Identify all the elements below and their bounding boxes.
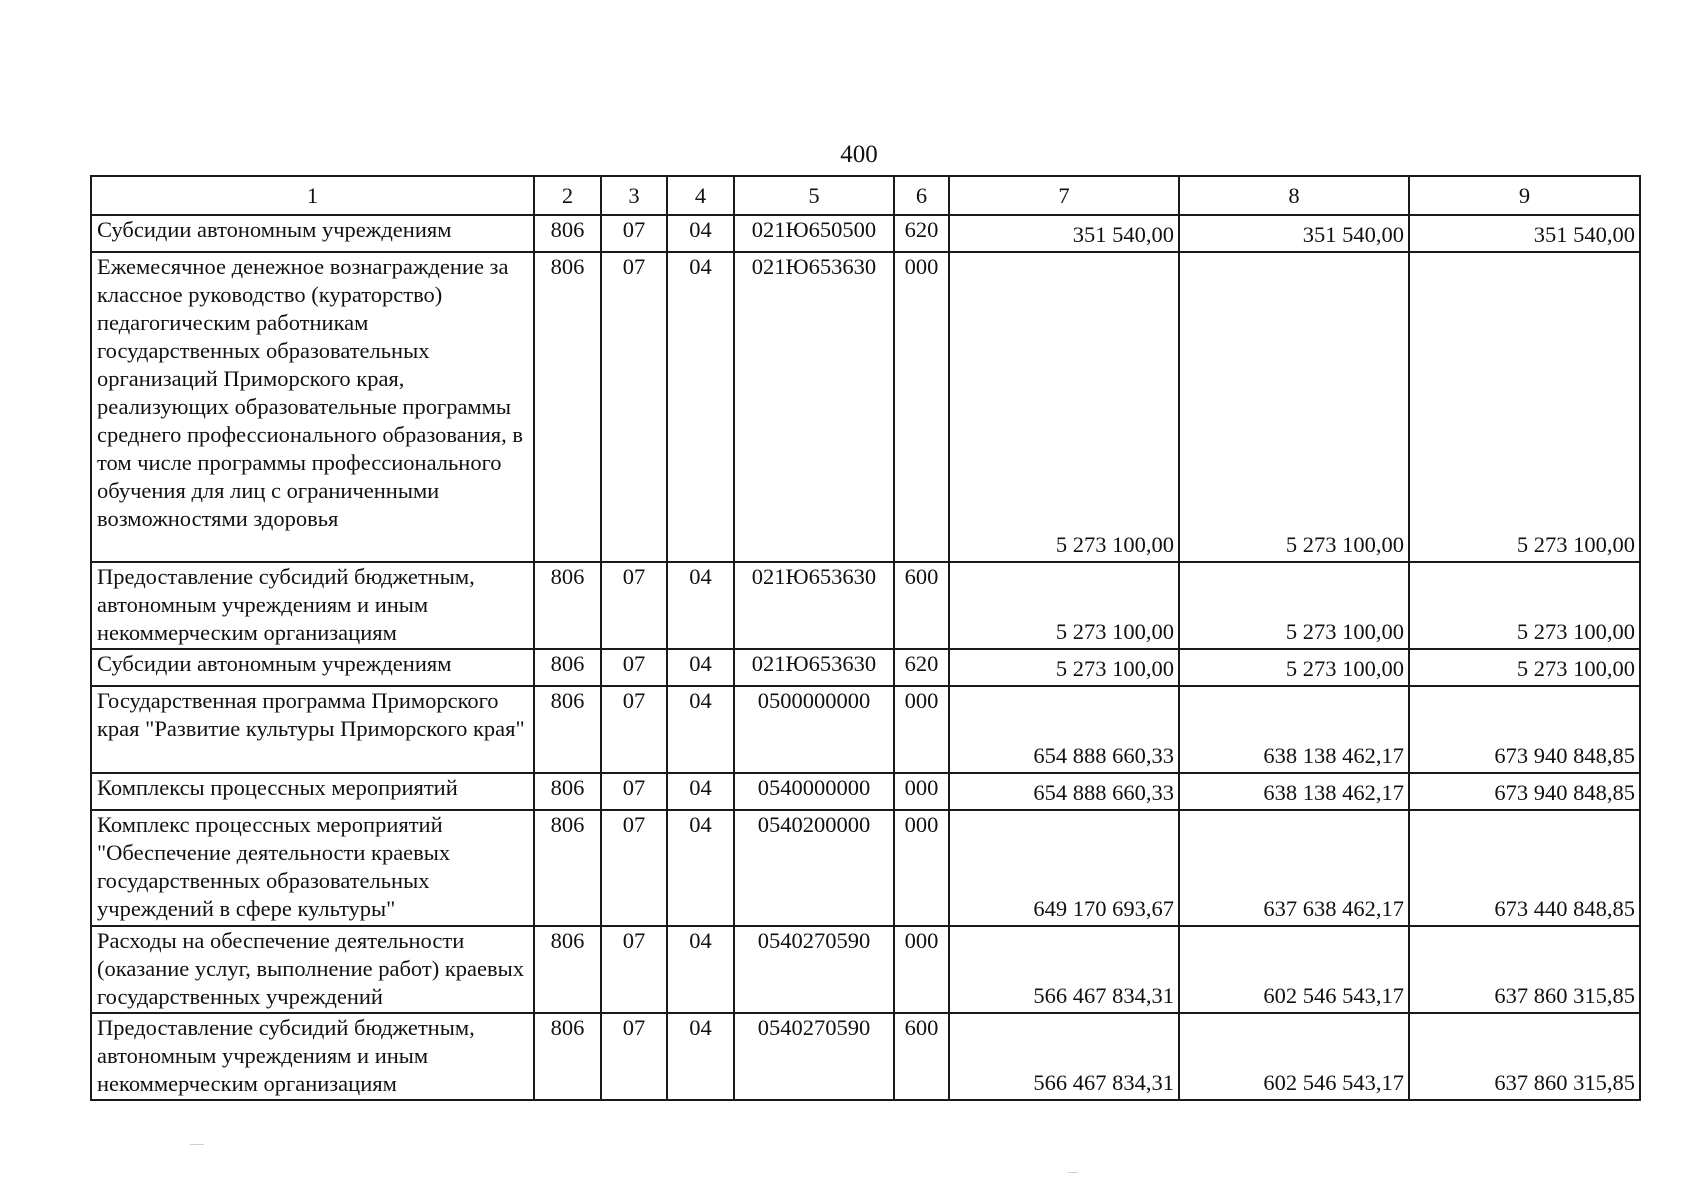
row-amount-7-cell: 351 540,00 [949, 215, 1179, 252]
table-row [91, 649, 1640, 686]
row-amount-7-cell: 654 888 660,33 [949, 686, 1179, 773]
row-code-6-cell: 600 [894, 562, 949, 649]
row-amount-8-cell: 602 546 543,17 [1179, 1013, 1409, 1100]
row-code-3-cell: 07 [601, 926, 667, 1013]
row-code-2-cell: 806 [534, 649, 601, 686]
row-code-4-cell: 04 [667, 773, 734, 810]
column-header-7: 7 [949, 176, 1179, 215]
scan-speck [190, 1144, 204, 1145]
row-amount-9-cell: 673 440 848,85 [1409, 810, 1640, 926]
row-code-3-cell: 07 [601, 686, 667, 773]
table-row [91, 1013, 1640, 1100]
column-header-9: 9 [1409, 176, 1640, 215]
row-code-5-cell: 021Ю653630 [734, 649, 894, 686]
row-name-cell: Комплекс процессных мероприятий "Обеспечение деятельности краевых государственных образовательных учреждений в сфере культуры" [91, 810, 534, 926]
row-amount-7-cell: 649 170 693,67 [949, 810, 1179, 926]
row-code-2-cell: 806 [534, 810, 601, 926]
row-name-cell: Комплексы процессных мероприятий [91, 773, 534, 810]
row-amount-9-cell: 637 860 315,85 [1409, 926, 1640, 1013]
row-amount-7-cell: 566 467 834,31 [949, 926, 1179, 1013]
row-amount-9-cell: 5 273 100,00 [1409, 562, 1640, 649]
row-code-2-cell: 806 [534, 1013, 601, 1100]
column-header-5: 5 [734, 176, 894, 215]
row-code-6-cell: 620 [894, 649, 949, 686]
row-code-6-cell: 000 [894, 252, 949, 562]
column-header-6: 6 [894, 176, 949, 215]
row-amount-7-cell: 5 273 100,00 [949, 562, 1179, 649]
row-code-2-cell: 806 [534, 686, 601, 773]
row-amount-8-cell: 5 273 100,00 [1179, 562, 1409, 649]
row-code-4-cell: 04 [667, 562, 734, 649]
column-header-2: 2 [534, 176, 601, 215]
table-row [91, 562, 1640, 649]
row-code-5-cell: 0540000000 [734, 773, 894, 810]
row-amount-7-cell: 5 273 100,00 [949, 252, 1179, 562]
row-code-6-cell: 000 [894, 810, 949, 926]
row-code-5-cell: 021Ю653630 [734, 252, 894, 562]
row-code-5-cell: 021Ю650500 [734, 215, 894, 252]
row-code-4-cell: 04 [667, 810, 734, 926]
row-amount-8-cell: 638 138 462,17 [1179, 773, 1409, 810]
row-code-3-cell: 07 [601, 215, 667, 252]
column-header-1: 1 [91, 176, 534, 215]
header-row [91, 176, 1640, 215]
row-amount-8-cell: 5 273 100,00 [1179, 252, 1409, 562]
row-code-4-cell: 04 [667, 686, 734, 773]
row-amount-8-cell: 602 546 543,17 [1179, 926, 1409, 1013]
row-code-6-cell: 000 [894, 773, 949, 810]
row-code-4-cell: 04 [667, 1013, 734, 1100]
row-code-3-cell: 07 [601, 1013, 667, 1100]
row-amount-7-cell: 654 888 660,33 [949, 773, 1179, 810]
row-code-5-cell: 021Ю653630 [734, 562, 894, 649]
column-header-8: 8 [1179, 176, 1409, 215]
table-row [91, 926, 1640, 1013]
row-code-5-cell: 0540200000 [734, 810, 894, 926]
row-code-6-cell: 600 [894, 1013, 949, 1100]
row-code-3-cell: 07 [601, 649, 667, 686]
row-code-3-cell: 07 [601, 562, 667, 649]
row-code-2-cell: 806 [534, 252, 601, 562]
row-code-3-cell: 07 [601, 773, 667, 810]
row-name-cell: Субсидии автономным учреждениям [91, 215, 534, 252]
row-code-6-cell: 620 [894, 215, 949, 252]
row-amount-9-cell: 673 940 848,85 [1409, 773, 1640, 810]
table-row [91, 686, 1640, 773]
page-number: 400 [840, 141, 878, 168]
row-amount-8-cell: 351 540,00 [1179, 215, 1409, 252]
row-name-cell: Предоставление субсидий бюджетным, автономным учреждениям и иным некоммерческим организациям [91, 1013, 534, 1100]
row-code-3-cell: 07 [601, 252, 667, 562]
row-amount-9-cell: 5 273 100,00 [1409, 252, 1640, 562]
row-code-4-cell: 04 [667, 649, 734, 686]
row-code-4-cell: 04 [667, 252, 734, 562]
row-code-6-cell: 000 [894, 686, 949, 773]
row-code-2-cell: 806 [534, 926, 601, 1013]
row-code-2-cell: 806 [534, 773, 601, 810]
table-row [91, 215, 1640, 252]
row-amount-8-cell: 637 638 462,17 [1179, 810, 1409, 926]
column-header-3: 3 [601, 176, 667, 215]
row-code-4-cell: 04 [667, 926, 734, 1013]
row-name-cell: Ежемесячное денежное вознаграждение за классное руководство (кураторство) педагогическим работникам государственных образовательных организаций Приморского края, реализующих образовательные программы среднего профессионального образования, в том числе программы профессионального обучения для лиц с ограниченными возможностями здоровья [91, 252, 534, 562]
row-amount-7-cell: 566 467 834,31 [949, 1013, 1179, 1100]
row-code-5-cell: 0540270590 [734, 1013, 894, 1100]
budget-table [90, 175, 1641, 1101]
row-amount-9-cell: 637 860 315,85 [1409, 1013, 1640, 1100]
row-name-cell: Расходы на обеспечение деятельности (оказание услуг, выполнение работ) краевых государственных учреждений [91, 926, 534, 1013]
table-row [91, 773, 1640, 810]
row-amount-9-cell: 351 540,00 [1409, 215, 1640, 252]
row-code-4-cell: 04 [667, 215, 734, 252]
table-row [91, 252, 1640, 562]
row-name-cell: Государственная программа Приморского края "Развитие культуры Приморского края" [91, 686, 534, 773]
row-amount-9-cell: 5 273 100,00 [1409, 649, 1640, 686]
column-header-4: 4 [667, 176, 734, 215]
row-amount-8-cell: 638 138 462,17 [1179, 686, 1409, 773]
row-amount-7-cell: 5 273 100,00 [949, 649, 1179, 686]
scan-speck [1068, 1172, 1078, 1173]
row-code-2-cell: 806 [534, 562, 601, 649]
row-code-6-cell: 000 [894, 926, 949, 1013]
row-code-5-cell: 0540270590 [734, 926, 894, 1013]
row-name-cell: Предоставление субсидий бюджетным, автономным учреждениям и иным некоммерческим организациям [91, 562, 534, 649]
row-amount-8-cell: 5 273 100,00 [1179, 649, 1409, 686]
table-row [91, 810, 1640, 926]
row-code-2-cell: 806 [534, 215, 601, 252]
row-code-5-cell: 0500000000 [734, 686, 894, 773]
row-amount-9-cell: 673 940 848,85 [1409, 686, 1640, 773]
row-name-cell: Субсидии автономным учреждениям [91, 649, 534, 686]
row-code-3-cell: 07 [601, 810, 667, 926]
